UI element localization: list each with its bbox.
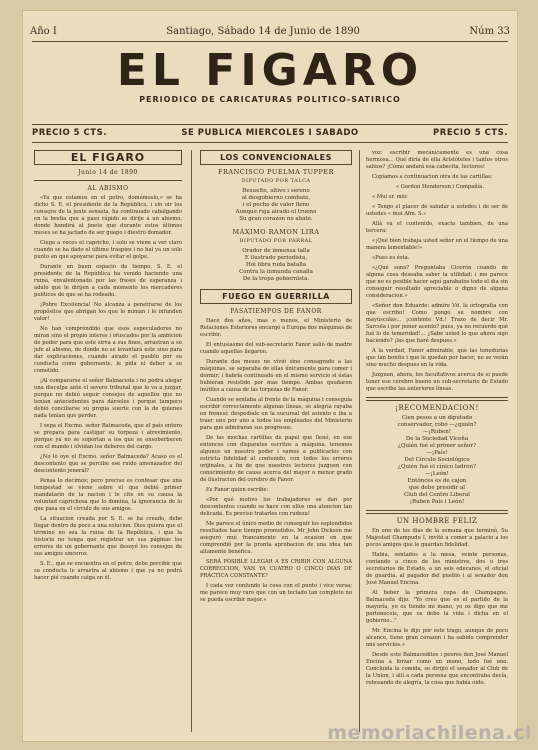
candidate-1-name: FRANCISCO PUELMA TUPPER	[217, 168, 335, 176]
recomendacion-title: ¡RECOMENDACION!	[395, 404, 479, 412]
publication-schedule: SE PUBLICA MIERCOLES I SABADO	[181, 128, 359, 138]
divider	[366, 397, 508, 401]
hombre-feliz-title: UN HOMBRE FELIZ	[396, 517, 478, 525]
price-rule-bottom	[32, 142, 508, 143]
poem-line: —¡País!	[426, 450, 448, 456]
poem-1	[200, 188, 352, 223]
paragraph: Durante dos meses no vivió sino consagrado a las máquinas, se separaba de ellas únicamente para comer i dormir; i habría continuado en el mismo servicio si éstas hubieran resistido por mas tiempo. Ambas quedaron inútiles a causa de las torpezas de Fanor.	[200, 359, 352, 393]
poem-line: De la Sociedad Viceña	[405, 436, 469, 442]
poem-line: Aunque ruja airado el trueno	[235, 209, 317, 215]
paragraph: «¡Qué bien trabaja usted señor en el tiempo de una manera lamentable!»	[366, 238, 508, 251]
price-bar	[32, 128, 508, 138]
poem-line: Cien pesos a un diputado	[401, 415, 473, 421]
column-editorial	[34, 150, 182, 734]
poem-line: Entónces es de cajon	[407, 478, 467, 484]
paragraph: Juzguen, ahora, los facultativos acerca de si puede tener ese cerebro bueno un sub-secretario de Estado que escribe las anteriores líneas.	[366, 372, 508, 392]
paragraph: Ciega a veces el capricho, i solo se viene a ver claro cuando se ha dado el último traspies i no hai ya un solo punto en que apoyarse para evitar el golpe.	[34, 240, 182, 260]
recomendacion-poem	[366, 415, 508, 506]
poem-line: Del Círculo Sociológico	[404, 457, 470, 463]
paragraph: «Señor don Eduardo: admire Vd. la ortografía con que escribo! Como pongo su nombre con mayúsculas... ¡contente Vd.! Trazo de decir Mr. Sarcola i por poner acento? pues, ya no recuerdo qué fué lo de temeridad!... ¿Sabe usted lo que ahora sigo haciendo? ¡las que haré despues.»	[366, 303, 508, 344]
guerrilla-section-title: FUEGO EN GUERRILLA	[200, 289, 352, 304]
paragraph: ¡Al compararse el señor Balmaceda i no podrá alegar una disculpa ante el severo tribunal que lo va a juzgar, porque no debió seguir consejos de aquellos que no tenian antecedentes para dárselos i porque tampoco debió conciliarse su propia suerte con la de quienes nada tenian que perder.	[34, 378, 182, 419]
poem-line: Su gran corazon no abate.	[239, 216, 313, 222]
paragraph: A la verdad, Fanor admirable, que las tenedurias que tan bonito i que le quedan por hacer, no se verán sino mucho despues en la vida.	[366, 348, 508, 368]
candidate-2-name: MÁXIMO RAMON LIRA	[232, 228, 320, 236]
poem-line: Hoi libra ruda batalla	[245, 262, 307, 268]
paragraph: La situacion creada por S. E. se ha creado, debe llegar dentro de poco a una solucion. Dios quiera que el término no sea la ruina de la República, i que la historia no tenga que registrar en sus páginas los errores de un gobernante que desoyó los consejos de sus amigos sinceros.	[34, 516, 182, 557]
paragraph: Pensa lo decimos; pero preciso es confesar que una tempestad se viene sobre el que debió primer mandatario de la nacion i le cite en su causa la voluntad caprichosa que lo domina, la ignorancia de lo que pasa en el círculo de sus amigos.	[34, 478, 182, 512]
poem-line: que debe presidir al	[408, 485, 466, 491]
masthead	[22, 45, 518, 104]
paragraph: Copiamos a continuacion otra de las cartillas:	[372, 174, 493, 180]
paragraph: Cuando se sentaba al frente de la máquina i conseguía escribir correctamente algunas líneas, se alegría rayaba en frenesí; despedíale en la sucursal del asiento e iba a traer uno por uno a todos los empleados del Ministerio para que admiraran sus progresos.	[200, 397, 352, 431]
paragraph: S. E., que se encuentra en el potro, debe percibir que su conducta le arrastra al abismo i que ya no podrá hacer pié cuando caiga en él.	[34, 561, 182, 581]
poem-line: Club del Centro Liberal	[404, 492, 470, 498]
convencionales-box-title: LOS CONVENCIONALES	[200, 150, 352, 165]
paragraph: ¿No lo oye el Excmo. señor Balmaceda? Acaso es el descontento que se percibe ese ruido amenazador del descontento jeneral?	[34, 454, 182, 474]
paragraph: «Pues es ésta.	[372, 255, 410, 261]
paragraph: «Ya que estamos en el potro, domémoslo,» se ha dicho S. E. el presidente de la República, i sin oir los consejos de la jente sensata, ha continuado cabalgando en la bestia que a paso rápido se dirije a un abismo, donde hundirá al jinete que durante estos últimos meses se ha jactado de ser guapo i diestro domador.	[34, 195, 182, 236]
paragraph: Me parece el único medio de conseguir los esplendidos resultados hace tiempo prometidos. Mr John Dickson me aseguró mui francamente en la ocasion en que comprendió por la pronta aprobacion de una idea tan altamente benéfica.	[200, 521, 352, 555]
poem-line: ¡Ruben País i León!	[409, 499, 465, 505]
paragraph: I sepa el Excmo. señor Balmaceda, que el país entero se prepara para castigar su torpeza i atrevimiento, porque ya no se soportan a los que se ensoberbecen con el mando i olvidan los deberes del cargo.	[34, 423, 182, 450]
issue-year: Año I	[30, 26, 57, 37]
editorial-section-title: AL ABISMO	[87, 185, 129, 192]
paragraph: «¿Qué sono? Preguntaba Cicerón cuando de alguna cosa deseaba saber la utilidad; i me parece que no es posible hacer aquí garabatos todo el dia sin conseguir resultado apreciable o digno de alguna consideracion.»	[366, 265, 508, 299]
letter-line: « Mui sr. mio:	[372, 194, 409, 200]
poem-line: al desgobierno combate,	[241, 195, 311, 201]
paragraph: El entusiasmo del sub-secretario Fanor salió de madre cuando aquellas llegaron.	[200, 342, 352, 355]
letter-line: « Gordon Henderson i Compañía.	[395, 184, 485, 190]
dateline: Santiago, Sábado 14 de Junio de 1890	[166, 26, 360, 37]
poem-line: E ilustrado periodista,	[244, 255, 308, 261]
poem-line: —¡Ruben!	[423, 429, 451, 435]
newspaper-title: EL FIGARO	[116, 45, 424, 96]
newspaper-page	[22, 10, 518, 742]
paragraph: Allá va el contenido, exacto tambien, de una tercera:	[366, 221, 508, 234]
poem-2	[200, 248, 352, 283]
paragraph: Es Fanor quien escribe:	[206, 487, 269, 493]
letter-line: « Tengo el placer de saludar a ustedes i de ser de ustedes « mui Afm. S.»	[366, 204, 508, 217]
column-divider-1	[191, 150, 192, 732]
paragraph: I cada vez confundo la cosa con el punto i vice versa; me parece muy raro que con un teclado tan completo no se pueda escribir mejor.»	[200, 583, 352, 603]
paragraph: voz: escribir mecánicamente es una cosa hermosa... Qué diría de ella Aristóteles i tantos otros sabios? ¡Cómo andará esa cabecita, lectores!	[366, 150, 508, 170]
price-left: PRECIO 5 CTS.	[32, 128, 107, 138]
column-divider-2	[359, 150, 360, 732]
paragraph: «Por qué motivo los trabajadores se dan por descontentos cuando se hace con ellos una atencion tan delicada. Es preciso tratarlos con rudeza!	[200, 497, 352, 517]
candidate-1-role: DIPUTADO POR TALCA	[241, 178, 311, 184]
editorial-date: Junio 14 de 1890	[78, 169, 138, 176]
paragraph: De las mochas cartillas de papel que llenó, en ese entonces con disparates escritos a máquina, tenemos algunos en nuestro poder i vamos a publicarlos con estricta fidelidad al contenido, con todos los errores orijinales, a fin de que nuestros lectores juzguen con conocimiento de causa acerca del mayor o menor grado de ilustracion del cerebro de Fanor.	[200, 435, 352, 483]
poem-line: Resuelto, altivo i sereno	[242, 188, 310, 194]
poem-line: conservador, robó —¿quién?	[397, 422, 477, 428]
paragraph: Hace dos años, mas o menos, el Ministerio de Relaciones Esteriores encargó a Europa dos máquinas de escribir.	[200, 318, 352, 338]
paragraph: SERÁ POSIBLE LLEGAR A ES CRIBIR CON ALGUNA CORRECCION, VAN YA CUATRO O CINCO DIAS DE PRÁCTICA CONSTANTE?	[200, 559, 352, 579]
newspaper-subtitle: PERIODICO DE CARICATURAS POLITICO-SATIRICO	[139, 95, 401, 104]
watermark-text: memoriachilena.cl	[327, 722, 532, 744]
column-convencionales	[200, 150, 352, 734]
candidate-2-role: DIPUTADO POR PARRAL	[239, 238, 313, 244]
divider	[366, 510, 508, 514]
divider	[34, 180, 182, 181]
guerrilla-subtitle: PASATIEMPOS DE FANOR	[230, 308, 322, 315]
column-continuation	[366, 150, 508, 734]
poem-line: Orador de inmensa talla	[242, 248, 310, 254]
paragraph: Durante un buen espacio de tiempo, S. E. el presidente de la República ha venido haciendo una ruina, envalentonado por las frases de esperanza i adulo que le dirijen a cada momento los mercaderes políticos de que se ha rodeado.	[34, 264, 182, 298]
paragraph: Al beber la primera copa de Champagne, Balmaceda dijo: "Yo creo que es el partido de la mayoría, yo os tiendo mi mano, yo os digo que me perteneceis, que os debo la vida i dicha en el gobierno..."	[366, 590, 508, 624]
editorial-box-title: EL FIGARO	[34, 150, 182, 165]
issue-number: Núm 33	[469, 26, 510, 37]
poem-line: ¿Quién fué el primer señor?	[398, 443, 476, 449]
paragraph: Desde este Balmaceditos i peores den José Manuel Encina a forzar como un mono, todo fué uno. Concluida la comida, se dirijió el senador al Club de la Union, i allí a cada persona que encontraba decía, rebosando de alegría, la cosa que había oido.	[366, 652, 508, 686]
poem-line: Contra la inmunda canalla	[239, 269, 313, 275]
paragraph: Habia, sentados a la mesa, veinte personas, contando a cinco de los ministros, dos o tres secretarios de Estado, a un seis edecanes, el oficial de guardia, al pagador del pueblo i al senador don José Manuel Encina.	[366, 552, 508, 586]
paragraph: Mr. Encina le dijo por este trago, aunque de poco alcance, tiene gran corazon i ha sabido comprender mis servicios.»	[366, 628, 508, 648]
paragraph: ¡Pobre Excelencia! No alcanza a penetrarse de los propósitos que abrigan los que lo miman i le infunden valor!	[34, 302, 182, 322]
paragraph: En uno de los dias de la semana que terminó, Su Majestad Champudo I, invitó a comer a palacio a los pocos amigos que le guardan fidelidad.	[366, 528, 508, 548]
poem-line: ¿Quién fué el cínico ladron?	[398, 464, 476, 470]
poem-line: i el pecho de valor lleno	[242, 202, 310, 208]
poem-line: —¡León!	[425, 471, 449, 477]
price-right: PRECIO 5 CTS.	[433, 128, 508, 138]
paragraph: No han comprendido que esos especuladores no miran sino el propio interes i ofuscados por la ambicion de poder para que este sirva a sus fines, arrastran a su jefe al abismo, de donde no se levantará este sino para dar explicaciones, cuando airado el pueblo por su conducta como gobernante, le pida el deber a su cometido.	[34, 326, 182, 374]
poem-line: De la tropa gobiernista.	[242, 276, 310, 282]
price-rule-top	[32, 124, 508, 125]
header-line	[30, 26, 510, 37]
header-rule	[32, 41, 508, 42]
